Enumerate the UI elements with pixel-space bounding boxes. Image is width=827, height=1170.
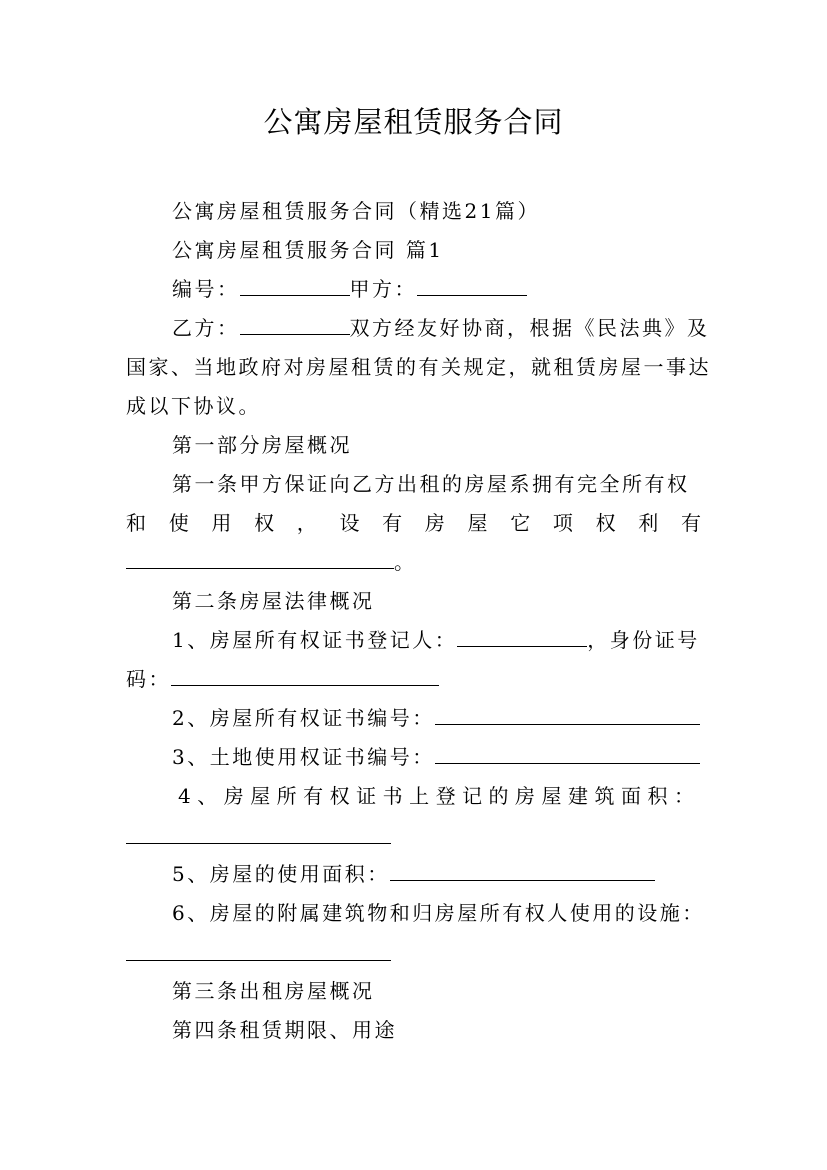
part1-heading: 第一部分房屋概况 (172, 433, 352, 457)
id-number-blank (171, 667, 439, 686)
item5-line (172, 860, 701, 888)
article1-char: 有 (382, 511, 403, 535)
article1-char: 利 (638, 511, 659, 535)
item4-char: 屋 (250, 784, 271, 808)
subtitle: 公寓房屋租赁服务合同（精选21篇） (172, 199, 540, 223)
item5-label: 5、房屋的使用面积： (172, 862, 390, 886)
item2-line (172, 704, 701, 732)
item4-char: 屋 (541, 784, 562, 808)
article4-heading: 第四条租赁期限、用途 (172, 1018, 397, 1042)
item4-char: 4 (178, 784, 191, 808)
item4-char: 、 (197, 784, 218, 808)
article3-heading: 第三条出租房屋概况 (172, 979, 375, 1003)
document-title: 公寓房屋租赁服务合同 (263, 105, 564, 139)
certificate-number-blank (435, 706, 700, 725)
item4-char: 筑 (594, 784, 615, 808)
item2-label: 2、房屋所有权证书编号： (172, 706, 435, 730)
item1-id-suffix: 码： (126, 667, 171, 691)
party-b-blank (240, 316, 350, 335)
item4-char: 记 (462, 784, 483, 808)
land-certificate-blank (435, 745, 700, 764)
article1-char: 它 (510, 511, 531, 535)
article1-char: 使 (168, 511, 189, 535)
article1-char: 和 (126, 511, 146, 535)
item4-char: 积 (647, 784, 668, 808)
item4-line (178, 782, 694, 810)
item4-char: 建 (568, 784, 588, 808)
article1-line-1: 第一条甲方保证向乙方出租的房屋系拥有完全所有权 (172, 472, 690, 496)
article1-char: 设 (339, 511, 360, 535)
item6-line: 6、房屋的附属建筑物和归房屋所有权人使用的设施： (172, 901, 705, 925)
item1-line-1 (172, 626, 701, 654)
article1-char: 权 (595, 511, 616, 535)
item4-char: ： (673, 784, 694, 808)
item4-char: 的 (488, 784, 509, 808)
item3-line (172, 743, 701, 771)
item4-char: 所 (276, 784, 297, 808)
article1-char: 有 (680, 511, 701, 535)
rights-blank (126, 550, 394, 569)
party-b-line (172, 314, 710, 342)
item3-label: 3、土地使用权证书编号： (172, 745, 435, 769)
item4-char: 房 (223, 784, 244, 808)
item4-char: 房 (515, 784, 536, 808)
para1-continuation: 双方经友好协商，根据《民法典》及 (349, 316, 710, 340)
number-label: 编号： (172, 277, 240, 301)
para1-line-2: 国家、当地政府对房屋租赁的有关规定，就租赁房屋一事达 (126, 355, 711, 379)
item4-char: 证 (356, 784, 377, 808)
article1-line-3 (126, 548, 701, 576)
building-area-blank (126, 843, 391, 844)
article1-char: 屋 (467, 511, 488, 535)
article1-char: ， (296, 511, 317, 535)
item1-line-2 (126, 665, 701, 693)
number-party-a-line (172, 275, 701, 303)
article1-char: 房 (424, 511, 445, 535)
item4-char: 上 (409, 784, 430, 808)
para1-line-3: 成以下协议。 (126, 394, 261, 418)
article2-heading: 第二条房屋法律概况 (172, 589, 375, 613)
article1-end: 。 (394, 550, 417, 574)
number-blank (240, 277, 350, 296)
usable-area-blank (390, 862, 655, 881)
article1-char: 项 (552, 511, 573, 535)
item4-char: 有 (303, 784, 324, 808)
party-a-blank (417, 277, 527, 296)
facilities-blank (126, 960, 391, 961)
item4-char: 书 (382, 784, 403, 808)
registrant-blank (457, 628, 587, 647)
item1-label: 1、房屋所有权证书登记人： (172, 628, 458, 652)
section-heading: 公寓房屋租赁服务合同 篇1 (172, 238, 444, 262)
item4-char: 权 (329, 784, 350, 808)
item1-id-label: ，身份证号 (587, 628, 700, 652)
item4-char: 登 (435, 784, 456, 808)
article1-char: 用 (211, 511, 232, 535)
item4-char: 面 (620, 784, 641, 808)
party-b-label: 乙方： (172, 316, 240, 340)
party-a-label: 甲方： (349, 277, 417, 301)
article1-line-2 (126, 509, 701, 537)
article1-char: 权 (254, 511, 275, 535)
